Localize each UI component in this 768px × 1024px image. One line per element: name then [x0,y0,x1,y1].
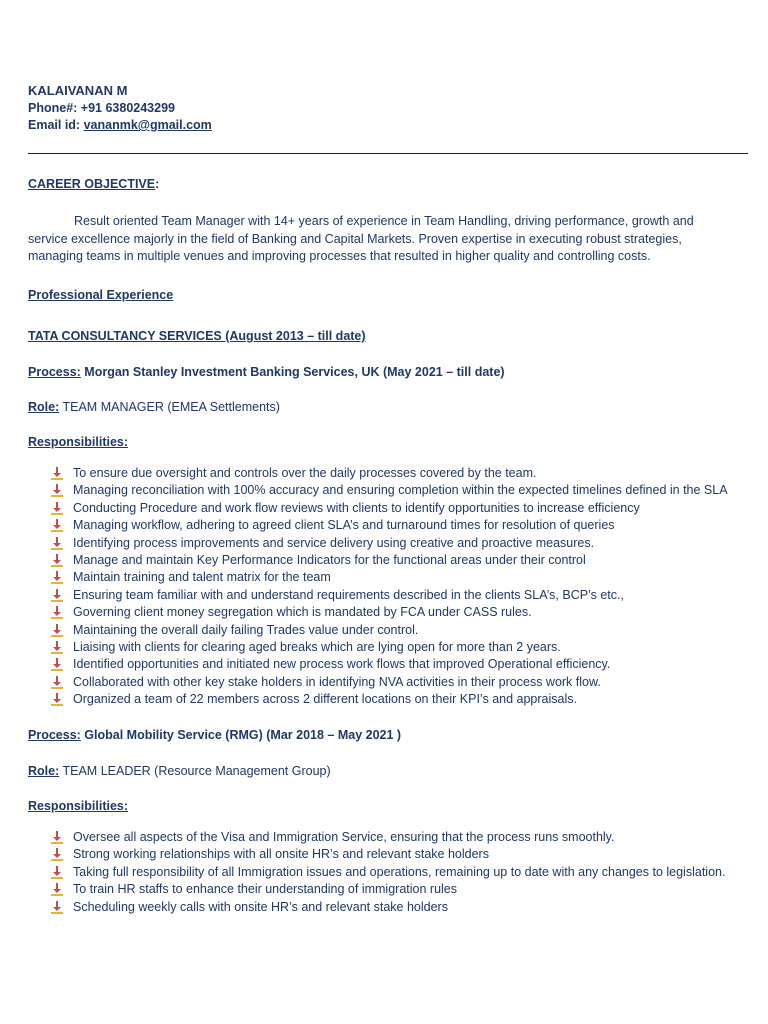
role-1: Role: TEAM MANAGER (EMEA Settlements) [28,400,280,414]
arrow-down-bar-icon [50,676,64,690]
list-item-text: Ensuring team familiar with and understand requirements described in the clients SLA’s, BCP’s etc., [73,587,624,602]
responsibilities-2-heading: Responsibilities: [28,799,129,813]
list-item [50,899,750,916]
list-item [50,517,750,534]
list-item [50,656,750,673]
list-item [50,465,750,482]
list-item [50,674,750,691]
arrow-down-bar-icon [50,502,64,516]
arrow-down-bar-icon [50,866,64,880]
responsibilities-1-heading: Responsibilities: [28,435,129,449]
list-item [50,604,750,621]
arrow-down-bar-icon [50,624,64,638]
list-item-text: Manage and maintain Key Performance Indicators for the functional areas under their control [73,552,586,567]
arrow-down-bar-icon [50,554,64,568]
professional-experience-heading: Professional Experience [28,288,174,302]
objective-line-3: managing teams in multiple venues and improving processes that resulted in higher quality and controlling costs. [28,249,651,263]
process-2-heading: Process: Global Mobility Service (RMG) (Mar 2018 – May 2021 ) [28,728,402,742]
list-item-text: Strong working relationships with all onsite HR’s and relevant stake holders [73,847,489,862]
objective-line-1: Result oriented Team Manager with 14+ years of experience in Team Handling, driving performance, growth and [74,214,694,228]
list-item [50,587,750,604]
candidate-name: KALAIVANAN M [28,83,128,98]
list-item-text: To ensure due oversight and controls over the daily processes covered by the team. [73,466,537,480]
list-item [50,500,750,517]
arrow-down-bar-icon [50,658,64,672]
career-objective-text [28,213,744,266]
arrow-down-bar-icon [50,831,64,845]
list-item [50,639,750,656]
list-item-text: Identifying process improvements and service delivery using creative and proactive measures. [73,535,595,550]
arrow-down-bar-icon [50,537,64,551]
list-item [50,846,750,863]
arrow-down-bar-icon [50,693,64,707]
list-item [50,864,750,881]
list-item-text: Managing reconciliation with 100% accuracy and ensuring completion within the expected timelines defined in the SLA [73,483,728,498]
contact-header [28,82,212,135]
role-2: Role: TEAM LEADER (Resource Management Group) [28,764,331,778]
list-item [50,552,750,569]
email-label: Email id: [28,118,84,132]
responsibilities-2-list [50,829,750,916]
list-item-text: Organized a team of 22 members across 2 different locations on their KPI’s and appraisals. [73,692,577,707]
process-1-heading: Process: Morgan Stanley Investment Banking Services, UK (May 2021 – till date) [28,365,505,379]
email-line [28,117,212,135]
list-item-text: Taking full responsibility of all Immigration issues and operations, remaining up to date with any changes to legislation. [73,864,726,879]
phone-number: Phone#: +91 6380243299 [28,100,175,115]
arrow-down-bar-icon [50,519,64,533]
list-item [50,691,750,708]
company-heading: TATA CONSULTANCY SERVICES (August 2013 – till date) [28,329,366,343]
list-item [50,881,750,898]
list-item [50,569,750,586]
list-item-text: Managing workflow, adhering to agreed client SLA’s and turnaround times for resolution of queries [73,518,615,533]
list-item-text: Governing client money segregation which is mandated by FCA under CASS rules. [73,605,532,620]
list-item-text: Oversee all aspects of the Visa and Immigration Service, ensuring that the process runs smoothly. [73,830,615,844]
responsibilities-1-list [50,465,750,708]
list-item [50,482,750,499]
arrow-down-bar-icon [50,883,64,897]
header-divider [28,153,748,154]
list-item [50,535,750,552]
list-item-text: Collaborated with other key stake holders in identifying NVA activities in their process work flow. [73,674,601,689]
arrow-down-bar-icon [50,901,64,915]
arrow-down-bar-icon [50,589,64,603]
arrow-down-bar-icon [50,641,64,655]
arrow-down-bar-icon [50,484,64,498]
list-item-text: Maintain training and talent matrix for the team [73,570,331,585]
list-item [50,829,750,846]
arrow-down-bar-icon [50,606,64,620]
arrow-down-bar-icon [50,571,64,585]
list-item [50,622,750,639]
list-item-text: To train HR staffs to enhance their understanding of immigration rules [73,882,457,897]
list-item-text: Identified opportunities and initiated new process work flows that improved Operational efficiency. [73,657,611,672]
list-item-text: Conducting Procedure and work flow reviews with clients to identify opportunities to increase efficiency [73,500,640,515]
list-item-text: Liaising with clients for clearing aged breaks which are lying open for more than 2 years. [73,639,561,654]
career-objective-heading: CAREER OBJECTIVE: [28,177,160,191]
list-item-text: Scheduling weekly calls with onsite HR’s and relevant stake holders [73,899,448,914]
email-link[interactable]: vananmk@gmail.com [83,118,212,132]
objective-line-2: service excellence majorly in the field of Banking and Capital Markets. Proven expertise in executing robust strategies, [28,231,682,246]
list-item-text: Maintaining the overall daily failing Trades value under control. [73,622,419,637]
arrow-down-bar-icon [50,848,64,862]
arrow-down-bar-icon [50,467,64,481]
